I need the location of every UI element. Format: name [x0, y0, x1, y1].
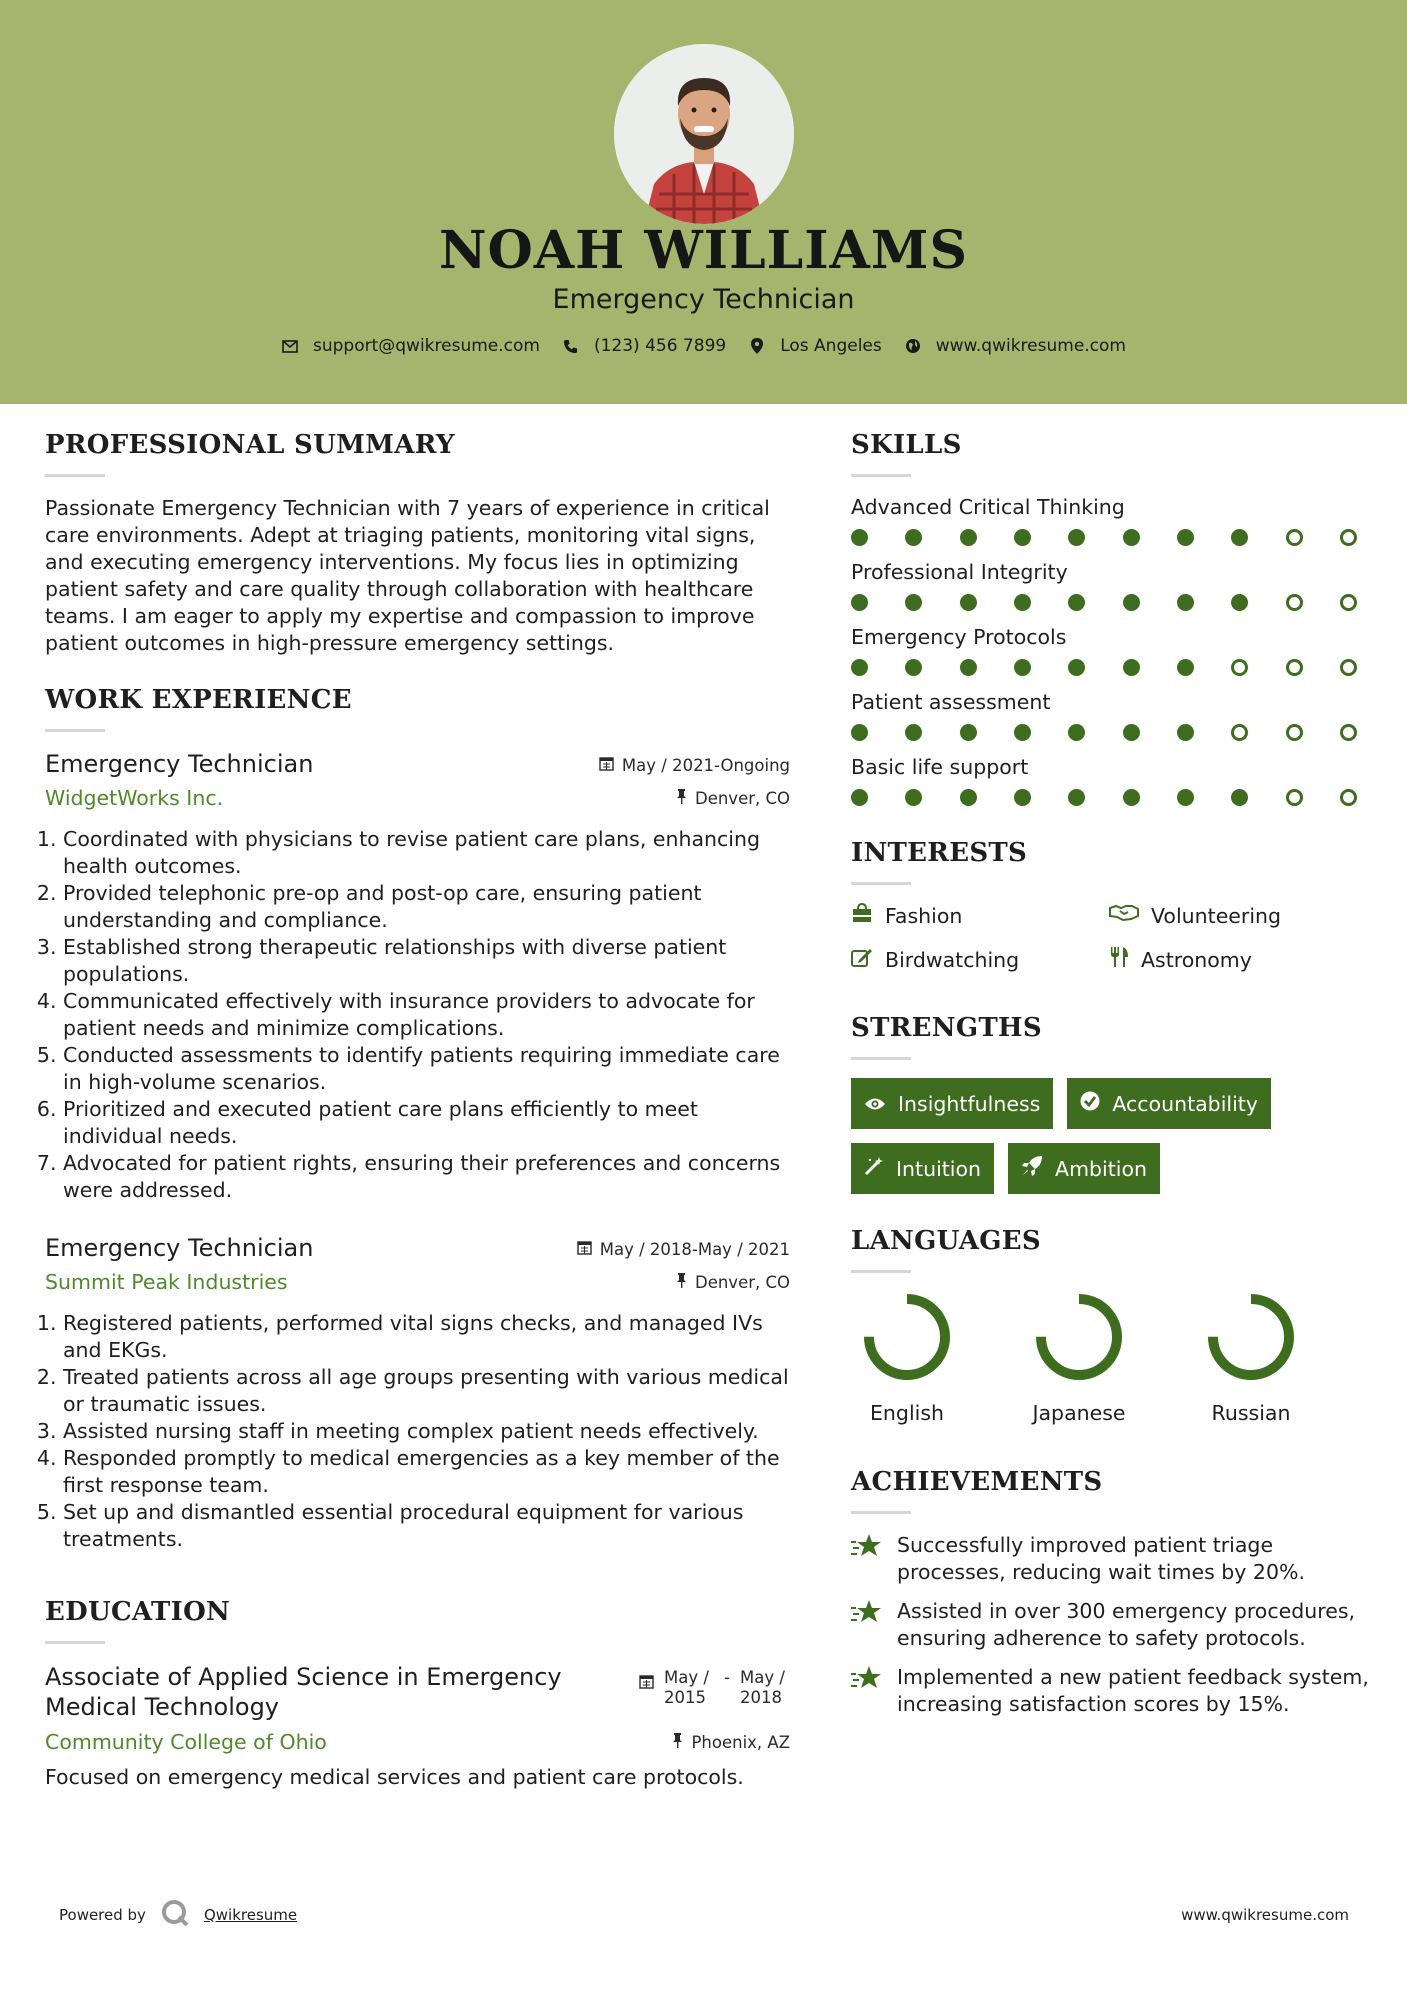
rating-dot-filled	[1231, 529, 1248, 546]
calendar-icon	[639, 1674, 654, 1693]
rating-dot-filled	[1177, 724, 1194, 741]
rating-dot-empty	[1286, 789, 1303, 806]
interest-item	[851, 903, 1109, 928]
section-title: EDUCATION	[45, 1597, 231, 1627]
summary-text: Passionate Emergency Technician with 7 years of experience in critical care environments. Adept at triaging patients, monitoring vital signs, and executing emergency interventions. My focus lies in optimizing patient safety and care quality through collaboration with healthcare teams. I am eager to apply my expertise and compassion to improve patient outcomes in high-pressure emergency settings.	[45, 496, 770, 655]
job-duties	[45, 1310, 790, 1553]
education-note: Focused on emergency medical services and patient care protocols.	[45, 1765, 744, 1789]
section-divider	[851, 1270, 911, 1273]
achievement-text: Successfully improved patient triage processes, reducing wait times by 20%.	[897, 1533, 1306, 1584]
section-title: INTERESTS	[851, 838, 1028, 868]
qwikresume-logo-icon	[160, 1898, 190, 1932]
job-location	[676, 1273, 790, 1292]
rating-dot-filled	[1014, 659, 1031, 676]
location-text: Los Angeles	[780, 336, 882, 356]
rocket-icon	[1021, 1155, 1043, 1182]
job-dates	[577, 1240, 790, 1259]
interest-label: Astronomy	[1141, 947, 1252, 972]
section-divider	[45, 474, 105, 477]
rating-dot-filled	[1068, 789, 1085, 806]
achievement-item	[851, 1532, 1371, 1586]
school-name: Community College of Ohio	[45, 1730, 327, 1754]
cutlery-icon	[1109, 946, 1129, 973]
contact-phone[interactable]	[562, 336, 726, 356]
skill-rating	[851, 594, 1357, 611]
achievement-item	[851, 1598, 1371, 1652]
language-name: English	[869, 1401, 945, 1425]
job-entry	[45, 750, 790, 1204]
powered-by-text: Powered by	[59, 1906, 146, 1924]
language-level-ring	[1033, 1291, 1125, 1383]
strength-chip	[851, 1143, 994, 1194]
language-item	[851, 1291, 963, 1425]
duty-item: 2. Provided telephonic pre-op and post-op care, ensuring patient understanding and compliance.	[63, 880, 790, 934]
section-title: ACHIEVEMENTS	[851, 1467, 1103, 1497]
rating-dot-filled	[851, 789, 868, 806]
company-name: WidgetWorks Inc.	[45, 786, 224, 810]
language-item	[1023, 1291, 1135, 1425]
interest-item	[851, 946, 1109, 973]
check-circle-icon	[1080, 1091, 1100, 1116]
language-level-arc	[1041, 1299, 1117, 1375]
education-end: May / 2018	[740, 1668, 785, 1707]
strengths-list	[851, 1078, 1371, 1194]
globe-icon	[904, 337, 922, 355]
languages-section	[851, 1226, 1371, 1425]
rating-dot-filled	[1014, 594, 1031, 611]
skill-item	[851, 560, 1371, 611]
language-level-ring	[1205, 1291, 1297, 1383]
rating-dot-filled	[960, 659, 977, 676]
email-text: support@qwikresume.com	[313, 336, 540, 356]
rating-dot-filled	[1231, 789, 1248, 806]
rating-dot-filled	[960, 789, 977, 806]
rating-dot-filled	[851, 594, 868, 611]
job-location-text: Denver, CO	[694, 1272, 790, 1292]
duty-item: 5. Set up and dismantled essential procedural equipment for various treatments.	[63, 1499, 790, 1553]
job-dates	[599, 756, 790, 775]
language-name: Russian	[1211, 1401, 1291, 1425]
skill-name: Emergency Protocols	[851, 625, 1067, 649]
interests-list	[851, 903, 1371, 973]
skill-name: Basic life support	[851, 755, 1029, 779]
job-location	[676, 789, 790, 808]
skill-rating	[851, 659, 1357, 676]
phone-icon	[562, 337, 580, 355]
skill-item	[851, 625, 1371, 676]
eye-icon	[864, 1092, 886, 1116]
rating-dot-filled	[1068, 529, 1085, 546]
pin-icon	[676, 1273, 687, 1292]
rating-dot-filled	[851, 724, 868, 741]
achievement-text: Assisted in over 300 emergency procedures, ensuring adherence to safety protocols.	[897, 1599, 1356, 1650]
skill-name: Patient assessment	[851, 690, 1051, 714]
interest-label: Fashion	[885, 903, 963, 928]
contact-website[interactable]	[904, 336, 1126, 356]
strength-chip	[851, 1078, 1053, 1129]
magic-wand-icon	[864, 1156, 884, 1181]
skills-section	[851, 430, 1371, 806]
job-title: Emergency Technician	[45, 1234, 314, 1262]
star-icon	[851, 1664, 883, 1696]
section-title: PROFESSIONAL SUMMARY	[45, 430, 455, 460]
rating-dot-filled	[851, 529, 868, 546]
skills-list	[851, 495, 1371, 806]
duty-item: 3. Assisted nursing staff in meeting complex patient needs effectively.	[63, 1418, 790, 1445]
rating-dot-empty	[1340, 789, 1357, 806]
rating-dot-filled	[1014, 789, 1031, 806]
achievement-item	[851, 1664, 1371, 1718]
rating-dot-empty	[1286, 724, 1303, 741]
rating-dot-filled	[905, 529, 922, 546]
qwikresume-link[interactable]: Qwikresume	[203, 1906, 298, 1924]
section-divider	[45, 729, 105, 732]
footer-website[interactable]: www.qwikresume.com	[1181, 1906, 1349, 1924]
school-location	[672, 1733, 790, 1752]
rating-dot-filled	[960, 529, 977, 546]
footer-branding	[59, 1898, 297, 1932]
interest-item	[1109, 946, 1339, 973]
rating-dot-empty	[1286, 529, 1303, 546]
language-item	[1195, 1291, 1307, 1425]
website-text: www.qwikresume.com	[935, 336, 1126, 356]
section-title: WORK EXPERIENCE	[45, 685, 352, 715]
skill-item	[851, 690, 1371, 741]
rating-dot-filled	[1231, 594, 1248, 611]
section-title: SKILLS	[851, 430, 962, 460]
rating-dot-empty	[1286, 659, 1303, 676]
section-title: LANGUAGES	[851, 1226, 1041, 1256]
candidate-title: Emergency Technician	[552, 284, 855, 315]
rating-dot-empty	[1340, 724, 1357, 741]
interest-item	[1109, 903, 1339, 928]
phone-text: (123) 456 7899	[593, 336, 727, 356]
rating-dot-filled	[1014, 724, 1031, 741]
interests-section	[851, 838, 1371, 973]
duty-item: 6. Prioritized and executed patient care plans efficiently to meet individual needs.	[63, 1096, 790, 1150]
rating-dot-empty	[1231, 659, 1248, 676]
achievement-text: Implemented a new patient feedback system, increasing satisfaction scores by 15%.	[897, 1665, 1369, 1716]
achievements-section	[851, 1467, 1371, 1718]
rating-dot-filled	[1123, 594, 1140, 611]
left-column	[45, 430, 790, 1791]
strength-chip	[1008, 1143, 1160, 1194]
rating-dot-empty	[1231, 724, 1248, 741]
handshake-icon	[1109, 903, 1139, 928]
job-dates-text: May / 2018-May / 2021	[599, 1240, 790, 1259]
strength-label: Ambition	[1055, 1156, 1148, 1181]
skill-rating	[851, 789, 1357, 806]
rating-dot-filled	[905, 659, 922, 676]
shopping-bag-icon	[851, 903, 873, 928]
education-section	[45, 1597, 790, 1791]
section-divider	[851, 1057, 911, 1060]
summary-section	[45, 430, 790, 657]
education-dates	[639, 1668, 790, 1708]
duty-item: 1. Registered patients, performed vital signs checks, and managed IVs and EKGs.	[63, 1310, 790, 1364]
education-start: May / 2015	[664, 1668, 709, 1707]
duty-item: 4. Communicated effectively with insurance providers to advocate for patient needs and minimize complications.	[63, 988, 790, 1042]
section-divider	[851, 1511, 911, 1514]
rating-dot-empty	[1340, 594, 1357, 611]
duty-item: 2. Treated patients across all age groups presenting with various medical or traumatic issues.	[63, 1364, 790, 1418]
edit-icon	[851, 947, 873, 972]
date-separator: -	[724, 1668, 730, 1687]
skill-rating	[851, 529, 1357, 546]
duty-item: 5. Conducted assessments to identify patients requiring immediate care in high-volume scenarios.	[63, 1042, 790, 1096]
strengths-section	[851, 1013, 1371, 1194]
rating-dot-filled	[1123, 529, 1140, 546]
degree-title: Associate of Applied Science in Emergency Medical Technology	[45, 1663, 562, 1721]
rating-dot-filled	[1068, 724, 1085, 741]
map-pin-icon	[748, 337, 766, 355]
rating-dot-filled	[1177, 594, 1194, 611]
resume-header	[0, 0, 1407, 404]
candidate-name: NOAH WILLIAMS	[438, 220, 969, 281]
job-duties	[45, 826, 790, 1204]
pin-icon	[672, 1733, 683, 1752]
skill-name: Professional Integrity	[851, 560, 1068, 584]
contact-location	[748, 336, 882, 356]
experience-section	[45, 685, 790, 1553]
language-name: Japanese	[1032, 1401, 1126, 1425]
rating-dot-filled	[1123, 659, 1140, 676]
section-divider	[851, 474, 911, 477]
calendar-icon	[599, 756, 614, 775]
rating-dot-filled	[960, 594, 977, 611]
interest-label: Volunteering	[1151, 903, 1282, 928]
job-location-text: Denver, CO	[694, 788, 790, 808]
language-level-arc	[869, 1299, 945, 1375]
rating-dot-filled	[905, 789, 922, 806]
contact-email[interactable]	[281, 336, 540, 356]
strength-label: Accountability	[1112, 1091, 1258, 1116]
right-column	[851, 430, 1371, 1730]
envelope-icon	[281, 337, 299, 355]
rating-dot-filled	[1177, 659, 1194, 676]
contact-bar	[0, 336, 1407, 356]
rating-dot-empty	[1340, 529, 1357, 546]
rating-dot-filled	[1014, 529, 1031, 546]
section-divider	[45, 1641, 105, 1644]
skill-name: Advanced Critical Thinking	[851, 495, 1125, 519]
duty-item: 1. Coordinated with physicians to revise patient care plans, enhancing health outcomes.	[63, 826, 790, 880]
interest-label: Birdwatching	[885, 947, 1020, 972]
rating-dot-filled	[1177, 789, 1194, 806]
duty-item: 7. Advocated for patient rights, ensuring their preferences and concerns were addressed.	[63, 1150, 790, 1204]
section-divider	[851, 882, 911, 885]
duty-item: 4. Responded promptly to medical emergencies as a key member of the first response team.	[63, 1445, 790, 1499]
rating-dot-filled	[1177, 529, 1194, 546]
job-entry	[45, 1234, 790, 1553]
rating-dot-filled	[905, 594, 922, 611]
language-level-arc	[1213, 1299, 1289, 1375]
rating-dot-filled	[905, 724, 922, 741]
calendar-icon	[577, 1240, 592, 1259]
rating-dot-filled	[960, 724, 977, 741]
strength-label: Intuition	[896, 1156, 982, 1181]
star-icon	[851, 1598, 883, 1630]
rating-dot-filled	[1068, 659, 1085, 676]
profile-photo	[614, 44, 794, 224]
language-level-ring	[861, 1291, 953, 1383]
rating-dot-empty	[1286, 594, 1303, 611]
skill-rating	[851, 724, 1357, 741]
languages-list	[851, 1291, 1371, 1425]
rating-dot-filled	[1123, 789, 1140, 806]
rating-dot-empty	[1340, 659, 1357, 676]
strength-label: Insightfulness	[898, 1091, 1041, 1116]
pin-icon	[676, 789, 687, 808]
company-name: Summit Peak Industries	[45, 1270, 288, 1294]
section-title: STRENGTHS	[851, 1013, 1042, 1043]
job-dates-text: May / 2021-Ongoing	[621, 756, 790, 775]
star-icon	[851, 1532, 883, 1564]
duty-item: 3. Established strong therapeutic relationships with diverse patient populations.	[63, 934, 790, 988]
skill-item	[851, 495, 1371, 546]
strength-chip	[1067, 1078, 1271, 1129]
rating-dot-filled	[1068, 594, 1085, 611]
rating-dot-filled	[1123, 724, 1140, 741]
skill-item	[851, 755, 1371, 806]
school-location-text: Phoenix, AZ	[691, 1732, 790, 1752]
job-title: Emergency Technician	[45, 750, 314, 778]
rating-dot-filled	[851, 659, 868, 676]
